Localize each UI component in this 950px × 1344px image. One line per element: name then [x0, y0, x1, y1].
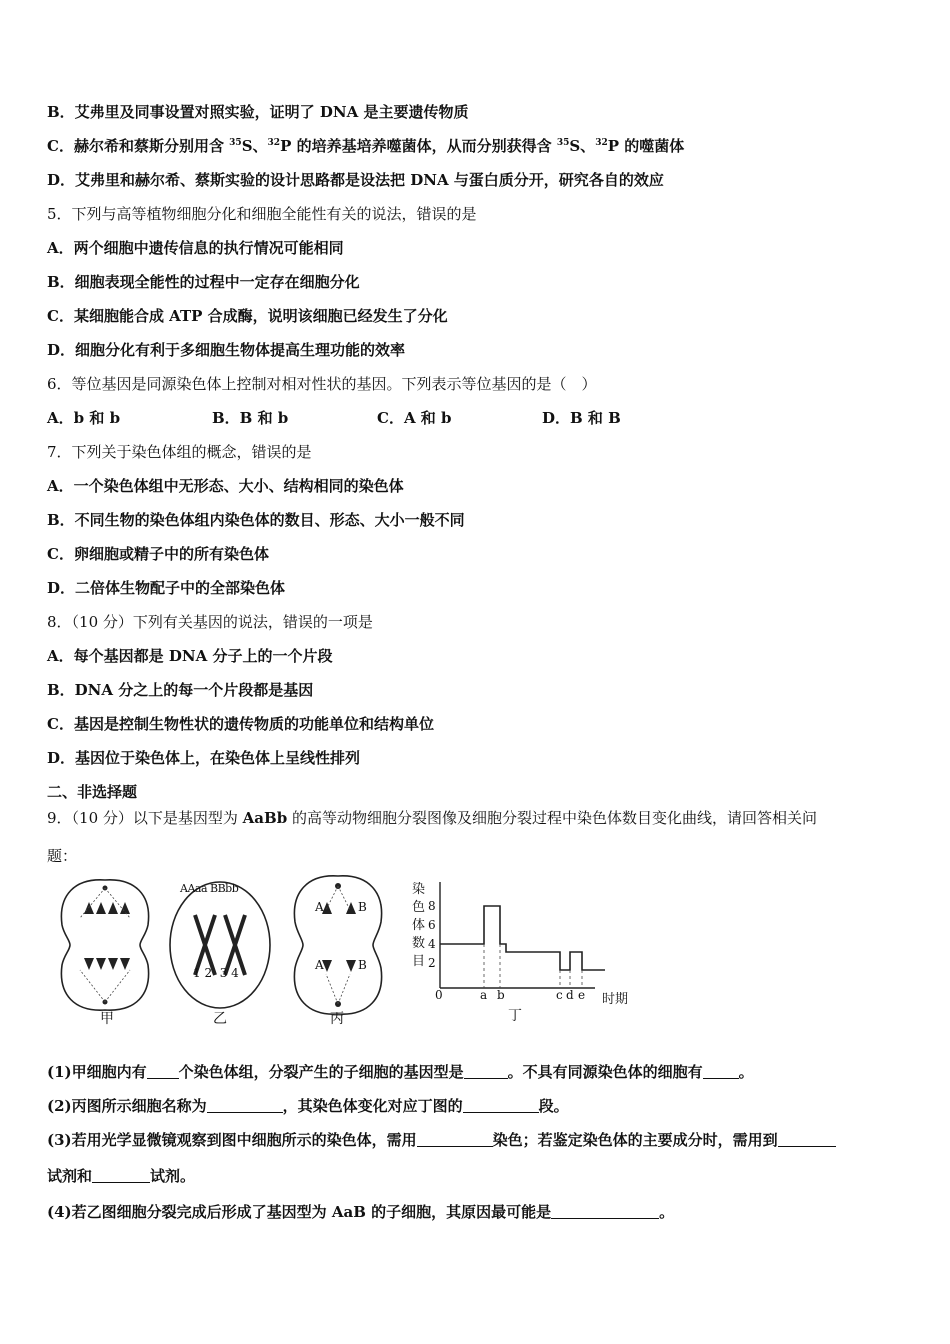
q9p2-blank-2[interactable]: [463, 1098, 539, 1113]
q9p3-text-2: 染色；若鉴定染色体的主要成分时，需用到: [492, 1131, 778, 1149]
ding-xlabel: 时期: [602, 992, 629, 1007]
q9-part4: [47, 1202, 674, 1222]
q4c-text-1: C．赫尔希和蔡斯分别用含: [47, 137, 230, 155]
q4c-sup-4: 32: [595, 138, 608, 148]
ding-ylabel-2: 色: [412, 900, 426, 915]
q9p2-text-2: ，其染色体变化对应丁图的: [282, 1097, 463, 1115]
q7-option-d: D．二倍体生物配子中的全部染色体: [47, 579, 286, 597]
ding-ylabel-5: 目: [412, 954, 426, 969]
ding-ylabel-1: 染: [412, 882, 426, 897]
bing-cell-outline: [294, 876, 381, 1014]
ding-ytick-4: 4: [428, 937, 436, 951]
q8-option-b: B．DNA 分之上的每一个片段都是基因: [47, 681, 314, 699]
q4c-text-5: P 的噬菌体: [607, 137, 685, 155]
yi-cell-outline: [170, 882, 270, 1008]
section-title: 二、非选择题: [47, 783, 138, 801]
q9p4-text-1: (4)若乙图细胞分裂完成后形成了基因型为: [47, 1203, 332, 1221]
bing-label: 丙: [330, 1011, 344, 1027]
yi-top-genes: AAaa BBbb: [180, 882, 239, 895]
ding-ytick-8: 8: [428, 899, 436, 913]
q9-figure-svg: [60, 870, 650, 1030]
q4-option-b: B．艾弗里及同事设置对照实验，证明了 DNA 是主要遗传物质: [47, 103, 469, 121]
q9p1-text-2: 个染色体组，分裂产生的子细胞的基因型是: [178, 1063, 464, 1081]
q9p2-text-3: 段。: [538, 1097, 569, 1115]
ding-axes: [440, 882, 595, 988]
bing-top-a: A: [315, 900, 324, 914]
q9-part3-line2: [47, 1166, 195, 1186]
q9p2-blank-1[interactable]: [207, 1098, 283, 1113]
q6-option-d: D．B 和 B: [542, 409, 621, 427]
q9p3-text-4: 试剂。: [150, 1167, 196, 1185]
q9p3-text-1: (3)若用光学显微镜观察到图中细胞所示的染色体，需用: [47, 1131, 417, 1149]
q7-option-c: C．卵细胞或精子中的所有染色体: [47, 545, 269, 563]
q4c-text-4: S、: [569, 137, 596, 155]
ding-xtick-a: a: [480, 988, 488, 1002]
q9-part1: [47, 1062, 754, 1082]
q9p1-text-3: 。不具有同源染色体的细胞有: [507, 1063, 703, 1081]
q4c-text-2: S、: [241, 137, 268, 155]
ding-ylabel-4: 数: [412, 936, 426, 951]
q9p3-text-3: 试剂和: [47, 1167, 93, 1185]
q8-option-a: A．每个基因都是 DNA 分子上的一个片段: [47, 647, 333, 665]
q5-option-a: A．两个细胞中遗传信息的执行情况可能相同: [47, 239, 344, 257]
q9p3-blank-3[interactable]: [92, 1168, 150, 1183]
q9-stem-text-1: 9．（10 分）以下是基因型为: [47, 809, 243, 827]
q8-stem: 8．（10 分）下列有关基因的说法，错误的一项是: [47, 613, 373, 631]
q8-option-d: D．基因位于染色体上，在染色体上呈线性排列: [47, 749, 361, 767]
q5-option-b: B．细胞表现全能性的过程中一定存在细胞分化: [47, 273, 360, 291]
bing-bottom-a: A: [315, 958, 324, 972]
q4c-sup-3: 35: [556, 138, 570, 148]
ding-curve: [440, 906, 605, 970]
q9p1-text-4: 。: [738, 1063, 754, 1081]
q7-option-a: A．一个染色体组中无形态、大小、结构相同的染色体: [47, 477, 404, 495]
q7-stem: 7．下列关于染色体组的概念，错误的是: [47, 443, 312, 461]
jia-label: 甲: [100, 1011, 114, 1027]
q9-stem-line1: [47, 808, 817, 828]
ding-ytick-6: 6: [428, 918, 436, 932]
ding-xtick-e: e: [578, 988, 586, 1002]
yi-chromosome-numbers: 1 2 3 4: [193, 966, 239, 980]
yi-label: 乙: [213, 1011, 227, 1027]
q9-stem-text-2: 的高等动物细胞分裂图像及细胞分裂过程中染色体数目变化曲线，请回答相关问: [287, 809, 817, 827]
q5-option-d: D．细胞分化有利于多细胞生物体提高生理功能的效率: [47, 341, 406, 359]
q9p4-blank-1[interactable]: [551, 1204, 659, 1219]
q9-stem-genotype: AaBb: [242, 809, 288, 827]
q9p1-blank-3[interactable]: [703, 1064, 739, 1079]
q9p3-blank-1[interactable]: [417, 1132, 493, 1147]
q9p1-blank-1[interactable]: [147, 1064, 179, 1079]
q6-option-a: A．b 和 b: [47, 409, 121, 427]
jia-chromosomes: [84, 886, 130, 1005]
q5-stem: 5．下列与高等植物细胞分化和细胞全能性有关的说法，错误的是: [47, 205, 477, 223]
q9-stem-line2: 题：: [47, 847, 78, 865]
q9p4-text-2: 的子细胞，其原因最可能是: [365, 1203, 552, 1221]
jia-cell-outline: [61, 880, 148, 1010]
q6-option-c: C．A 和 b: [377, 409, 452, 427]
ding-xtick-c: c: [556, 988, 563, 1002]
q8-option-c: C．基因是控制生物性状的遗传物质的功能单位和结构单位: [47, 715, 434, 733]
bing-top-b: B: [358, 900, 367, 914]
ding-origin: 0: [435, 988, 443, 1002]
q4-option-d: D．艾弗里和赫尔希、蔡斯实验的设计思路都是设法把 DNA 与蛋白质分开，研究各自的效应: [47, 171, 664, 189]
ding-ytick-2: 2: [428, 956, 436, 970]
bing-chromosomes: [322, 883, 356, 1007]
q9p3-blank-2[interactable]: [778, 1132, 836, 1147]
ding-xtick-b: b: [497, 988, 505, 1002]
q9p1-text-1: (1)甲细胞内有: [47, 1063, 147, 1081]
q6-option-b: B．B 和 b: [212, 409, 289, 427]
ding-xtick-d: d: [566, 988, 574, 1002]
q4c-sup-2: 32: [267, 138, 281, 148]
q4-option-c: [47, 136, 684, 156]
q7-option-b: B．不同生物的染色体组内染色体的数目、形态、大小一般不同: [47, 511, 465, 529]
q4c-text-3: P 的培养基培养噬菌体，从而分别获得含: [280, 137, 557, 155]
q6-stem: 6．等位基因是同源染色体上控制对相对性状的基因。下列表示等位基因的是（ ）: [47, 375, 597, 393]
q9-part3-line1: [47, 1130, 836, 1150]
q9p4-text-3: 。: [659, 1203, 675, 1221]
bing-bottom-b: B: [358, 958, 367, 972]
q5-option-c: C．某细胞能合成 ATP 合成酶，说明该细胞已经发生了分化: [47, 307, 448, 325]
q9-figure: [60, 870, 650, 1030]
q9p1-blank-2[interactable]: [464, 1064, 508, 1079]
q4c-sup-1: 35: [229, 138, 242, 148]
ding-ylabel-3: 体: [412, 918, 426, 933]
q9p4-genotype: AaB: [331, 1203, 366, 1221]
ding-label: 丁: [508, 1008, 522, 1024]
q9-part2: [47, 1096, 569, 1116]
q9p2-text-1: (2)丙图所示细胞名称为: [47, 1097, 207, 1115]
